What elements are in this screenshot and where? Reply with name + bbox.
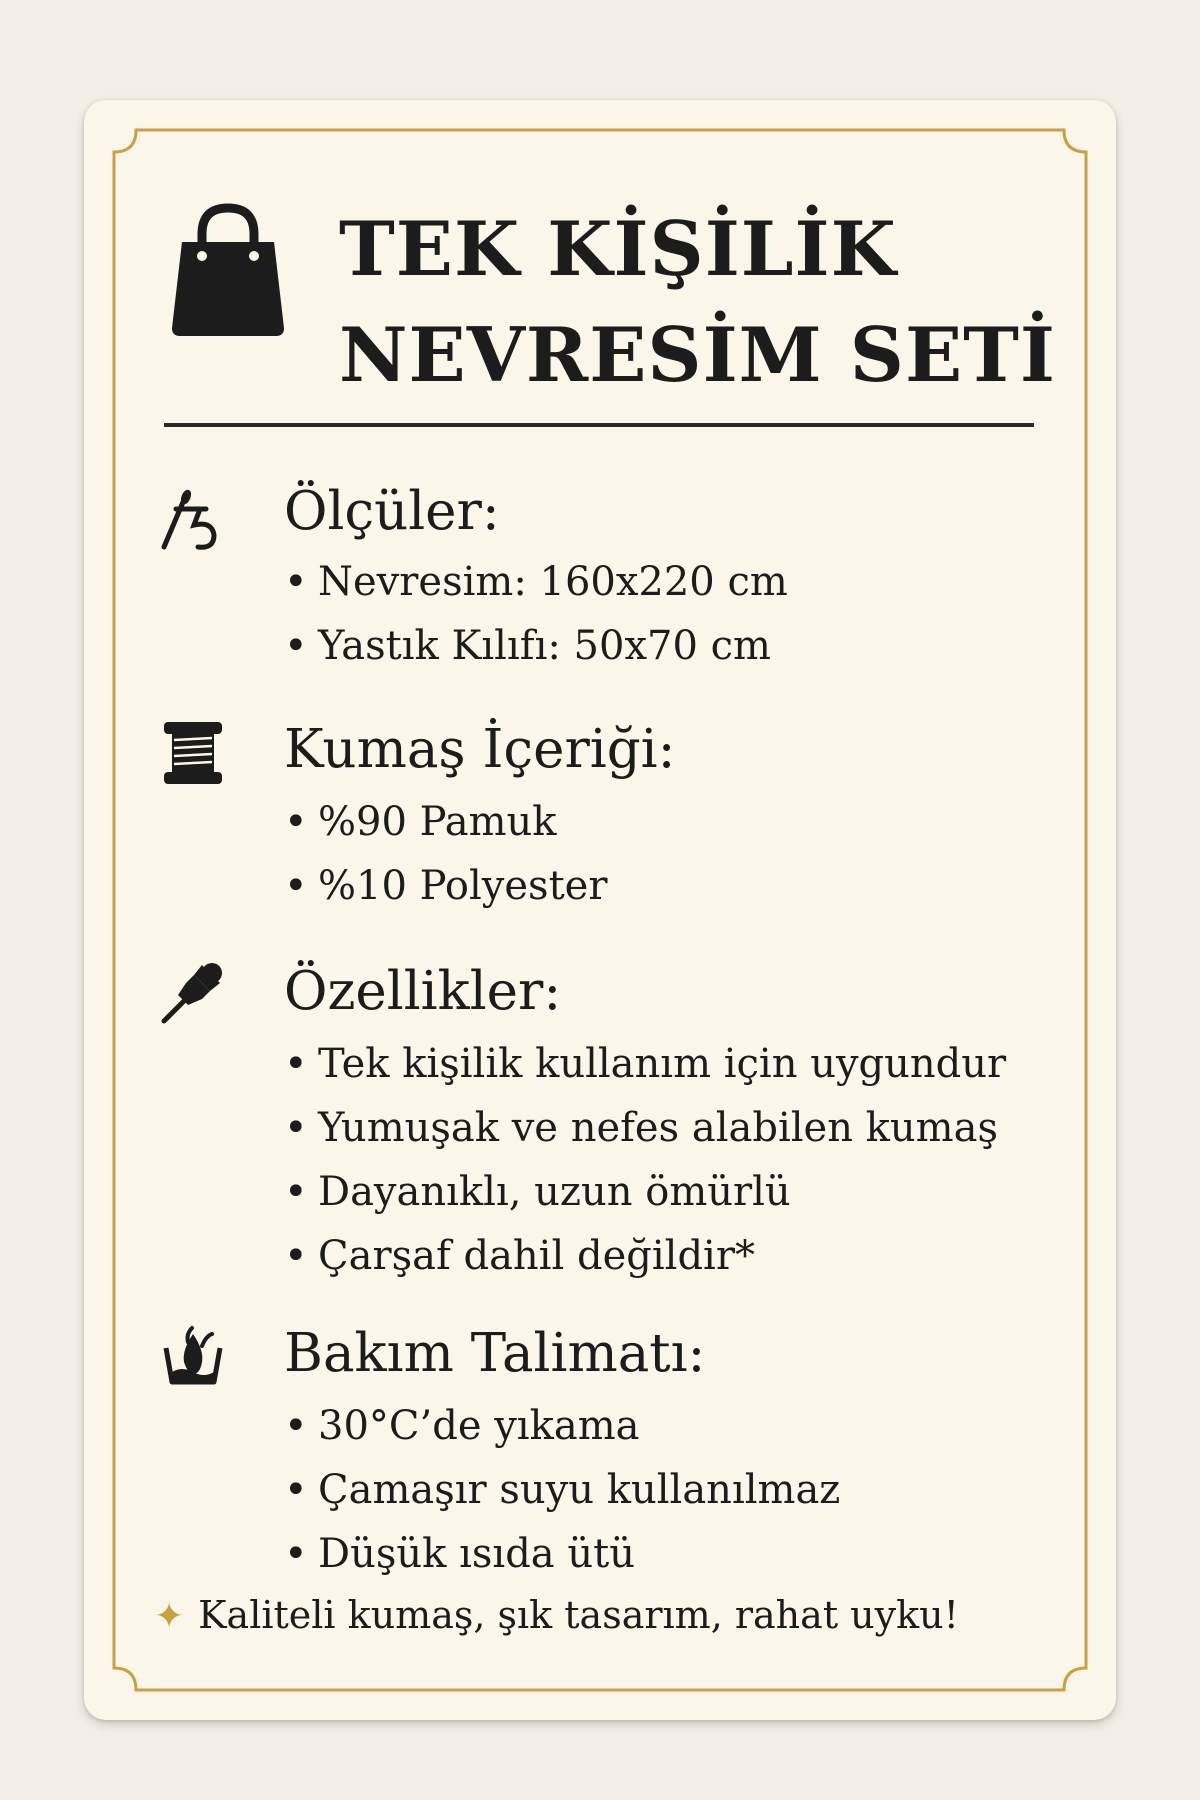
wash-tub-icon [158, 1320, 228, 1390]
list-item: • %90 Pamuk [284, 790, 607, 854]
tagline [154, 1590, 959, 1642]
features-list [284, 1032, 1006, 1288]
thread-spool-icon [158, 718, 228, 788]
list-item: • Çamaşır suyu kullanılmaz [284, 1458, 840, 1522]
section-title-measurements: Ölçüler: [284, 481, 500, 542]
list-item: • Yastık Kılıfı: 50x70 cm [284, 614, 788, 678]
fabric-list [284, 790, 607, 918]
list-item: • 30°C’de yıkama [284, 1394, 840, 1458]
product-card [84, 100, 1116, 1720]
section-title-care: Bakım Talimatı: [284, 1323, 706, 1384]
page-title [339, 196, 1056, 408]
measurements-list [284, 550, 788, 678]
list-item: • Yumuşak ve nefes alabilen kumaş [284, 1096, 1006, 1160]
sparkle-icon: ✦ [154, 1596, 185, 1637]
care-list [284, 1394, 840, 1586]
header-divider [164, 423, 1034, 427]
tagline-text: Kaliteli kumaş, şık tasarım, rahat uyku! [198, 1593, 959, 1637]
shopping-bag-icon [168, 200, 288, 340]
list-item: • Dayanıklı, uzun ömürlü [284, 1160, 1006, 1224]
list-item: • Düşük ısıda ütü [284, 1522, 840, 1586]
title-line-1: TEK KİŞİLİK [339, 205, 897, 293]
list-item: • Tek kişilik kullanım için uygundur [284, 1032, 1006, 1096]
section-title-features: Özellikler: [284, 961, 562, 1022]
list-item: • Çarşaf dahil değildir* [284, 1224, 1006, 1288]
header [84, 100, 1116, 460]
list-item: • %10 Polyester [284, 854, 607, 918]
needle-thread-icon [156, 485, 226, 555]
section-title-fabric: Kumaş İçeriği: [284, 719, 676, 780]
pushpin-icon [158, 955, 228, 1025]
list-item: • Nevresim: 160x220 cm [284, 550, 788, 614]
title-line-2: NEVRESİM SETİ [339, 311, 1057, 399]
